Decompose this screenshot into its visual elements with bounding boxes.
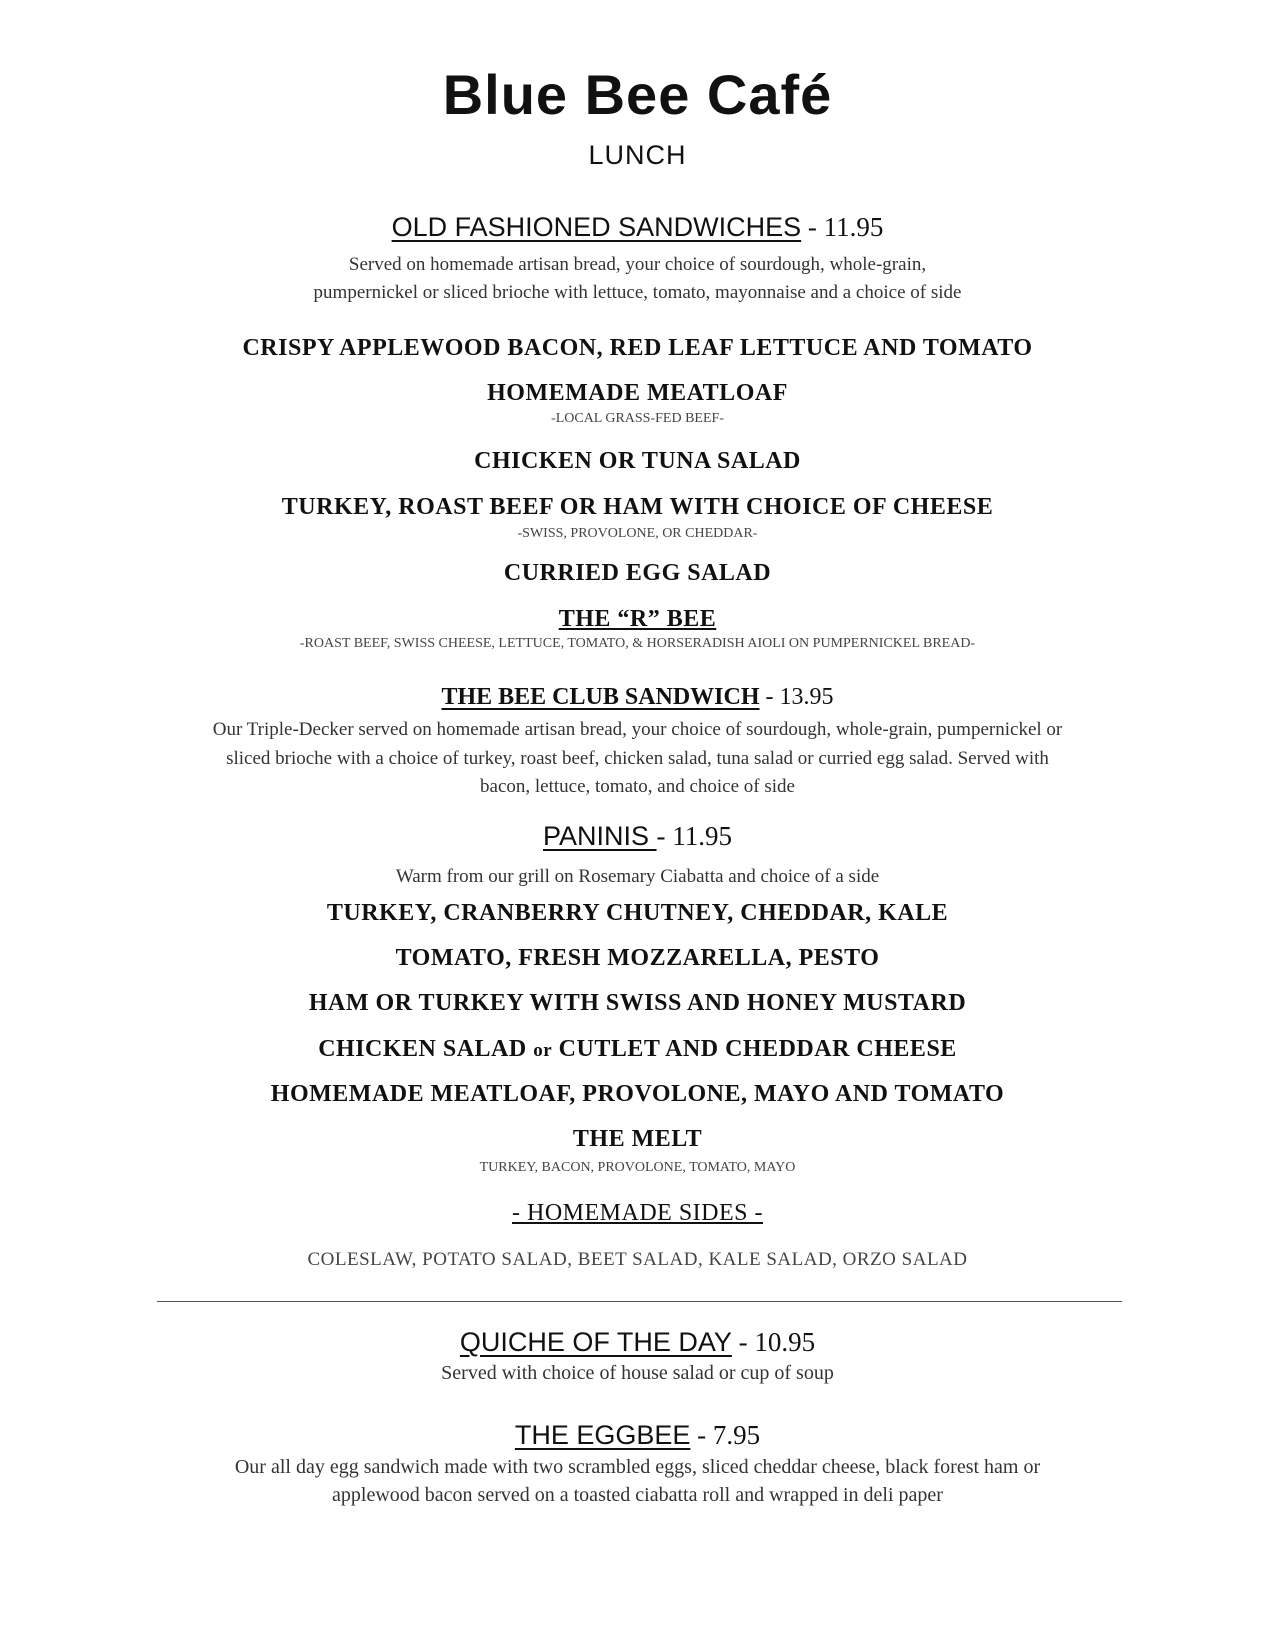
section-description: Our Triple-Decker served on homemade artisan bread, your choice of sourdough, whole-grain, pumpernickel or xyxy=(212,719,1063,740)
menu-subtitle: LUNCH xyxy=(588,140,687,170)
menu-item: CHICKEN OR TUNA SALAD xyxy=(474,448,801,474)
menu-item: THE MELT xyxy=(572,1126,703,1152)
menu-item-connector: or xyxy=(533,1040,553,1061)
section-price: - 10.95 xyxy=(731,1327,816,1357)
menu-item: TURKEY, CRANBERRY CHUTNEY, CHEDDAR, KALE xyxy=(326,900,949,926)
section-price: - 11.95 xyxy=(656,821,733,851)
section-quiche-heading xyxy=(0,1327,1275,1358)
section-title: THE EGGBEE xyxy=(514,1420,691,1450)
menu-item: HAM OR TURKEY WITH SWISS AND HONEY MUSTARD xyxy=(308,990,967,1016)
section-description: sliced brioche with a choice of turkey, roast beef, chicken salad, tuna salad or curried egg salad. Served with xyxy=(226,748,1049,769)
menu-item-note: -LOCAL GRASS-FED BEEF- xyxy=(551,411,724,426)
section-description: Warm from our grill on Rosemary Ciabatta and choice of a side xyxy=(395,866,880,887)
menu-item-name-part: CUTLET AND CHEDDAR CHEESE xyxy=(552,1036,957,1062)
section-description: applewood bacon served on a toasted ciabatta roll and wrapped in deli paper xyxy=(332,1484,943,1506)
section-price: - 13.95 xyxy=(759,684,834,710)
menu-item: CURRIED EGG SALAD xyxy=(503,560,772,586)
menu-item: CRISPY APPLEWOOD BACON, RED LEAF LETTUCE AND TOMATO xyxy=(242,335,1033,361)
menu-item-name-part: CHICKEN SALAD xyxy=(318,1036,534,1062)
section-title: THE BEE CLUB SANDWICH xyxy=(441,684,760,710)
section-title: QUICHE OF THE DAY xyxy=(459,1327,732,1357)
section-description: Our all day egg sandwich made with two scrambled eggs, sliced cheddar cheese, black forest ham or xyxy=(234,1456,1041,1478)
section-description: bacon, lettuce, tomato, and choice of side xyxy=(480,776,795,797)
section-eggbee-heading xyxy=(0,1420,1275,1451)
section-divider xyxy=(157,1301,1122,1302)
menu-item xyxy=(0,606,1275,633)
sides-list: COLESLAW, POTATO SALAD, BEET SALAD, KALE SALAD, ORZO SALAD xyxy=(307,1249,968,1270)
cafe-title: Blue Bee Café xyxy=(442,63,833,126)
menu-item: TURKEY, ROAST BEEF OR HAM WITH CHOICE OF CHEESE xyxy=(281,494,994,520)
section-description: Served on homemade artisan bread, your choice of sourdough, whole-grain, xyxy=(348,254,927,275)
menu-item-note: TURKEY, BACON, PROVOLONE, TOMATO, MAYO xyxy=(479,1160,796,1175)
section-sandwiches-heading xyxy=(0,212,1275,243)
menu-item xyxy=(0,1036,1275,1063)
section-price: - 7.95 xyxy=(690,1420,761,1450)
sides-title: - HOMEMADE SIDES - xyxy=(512,1200,763,1226)
menu-item: HOMEMADE MEATLOAF xyxy=(487,380,788,406)
section-paninis-heading xyxy=(0,821,1275,852)
section-description: pumpernickel or sliced brioche with lettuce, tomato, mayonnaise and a choice of side xyxy=(313,282,962,303)
section-description: Served with choice of house salad or cup of soup xyxy=(441,1362,834,1384)
section-title: OLD FASHIONED SANDWICHES xyxy=(391,212,802,242)
section-club-heading xyxy=(0,680,1275,711)
menu-item-note: -ROAST BEEF, SWISS CHEESE, LETTUCE, TOMATO, & HORSERADISH AIOLI ON PUMPERNICKEL BREAD- xyxy=(299,636,976,651)
menu-item: HOMEMADE MEATLOAF, PROVOLONE, MAYO AND TOMATO xyxy=(270,1081,1005,1107)
menu-item-note: -SWISS, PROVOLONE, OR CHEDDAR- xyxy=(517,526,758,541)
sides-heading xyxy=(0,1200,1275,1227)
section-price: - 11.95 xyxy=(801,212,884,242)
menu-item: TOMATO, FRESH MOZZARELLA, PESTO xyxy=(395,945,880,971)
section-title: PANINIS xyxy=(542,821,657,851)
menu-item-name: THE “R” BEE xyxy=(558,606,717,632)
